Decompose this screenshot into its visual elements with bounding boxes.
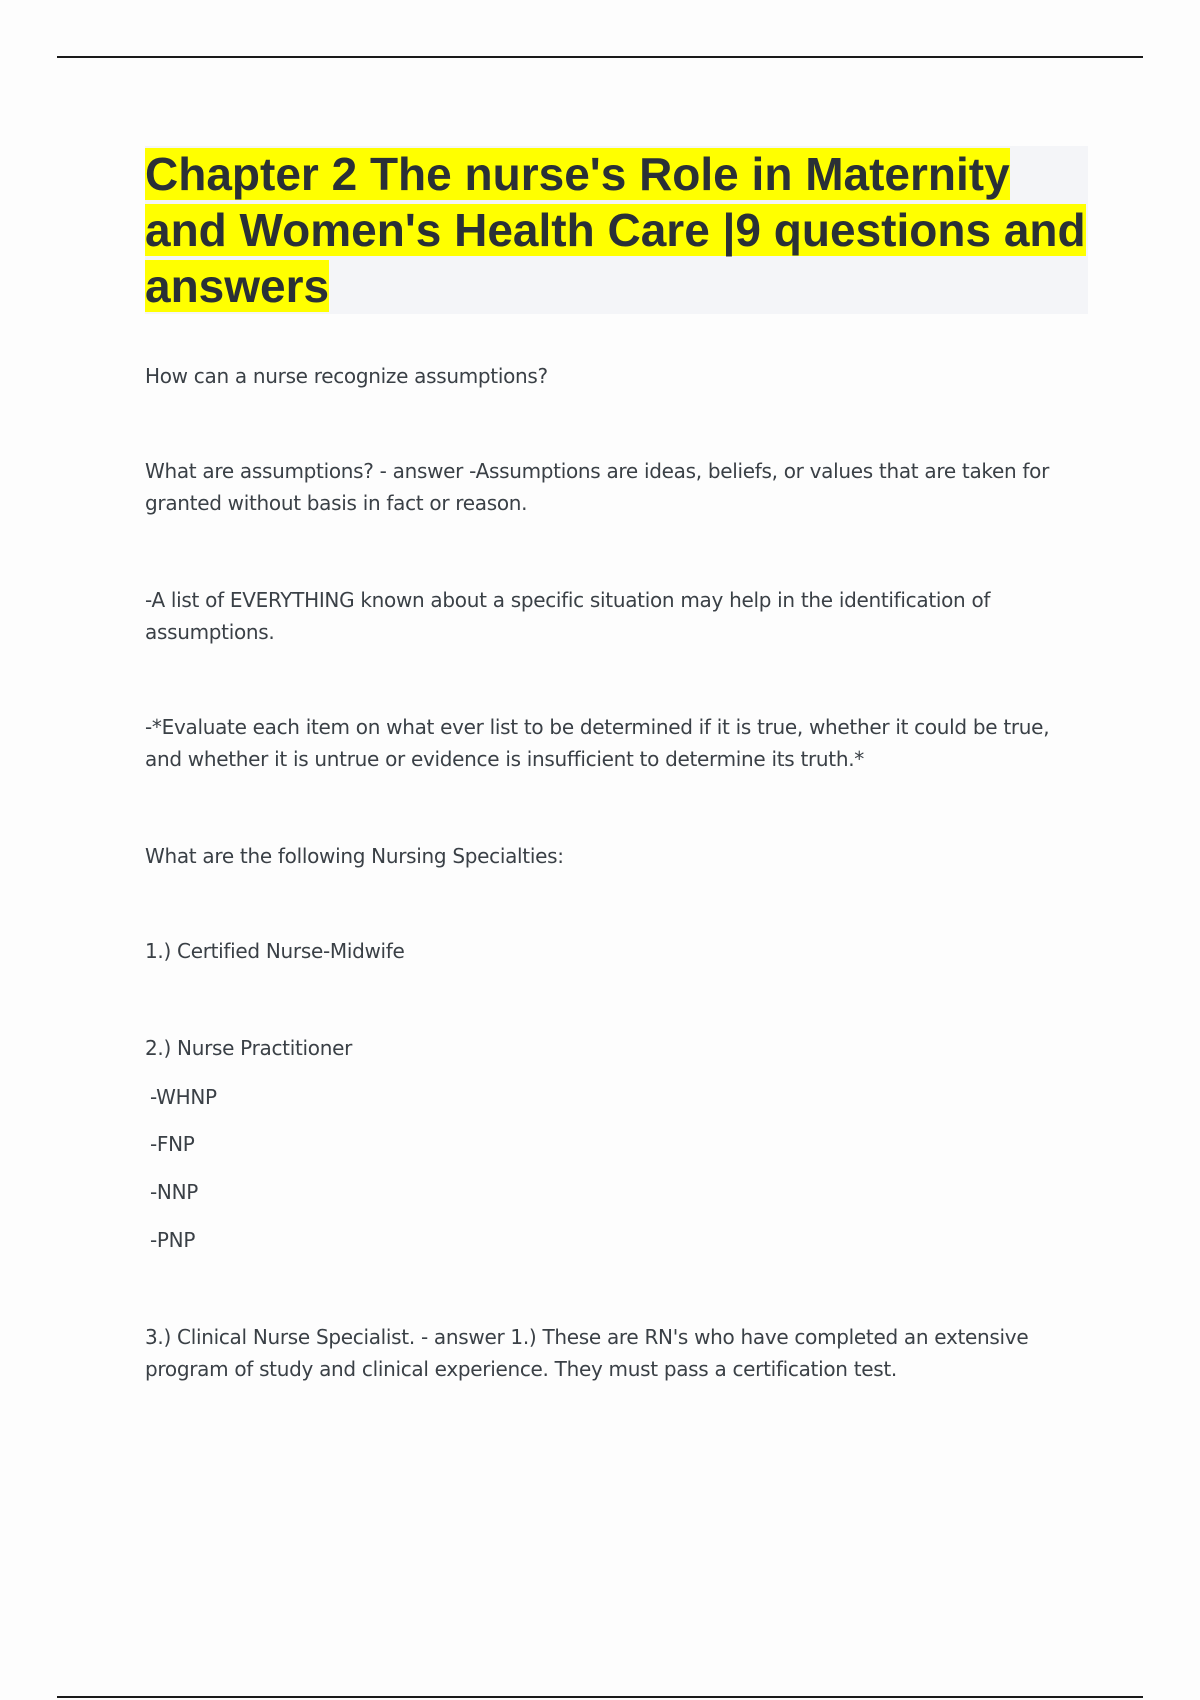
np-subtype-nnp: -NNP (150, 1180, 198, 1204)
np-subtype-whnp: -WHNP (150, 1085, 217, 1109)
title-highlight: Chapter 2 The nurse's Role in Maternity and Women's Health Care |9 questions and answers (145, 148, 1086, 312)
answer-evaluate-each-item: -*Evaluate each item on what ever list to be determined if it is true, whether it could be true, and whether it is untrue or evidence is insufficient to determine its truth.* (145, 715, 1050, 771)
question-what-are-assumptions: What are assumptions? - answer -Assumptions are ideas, beliefs, or values that are taken for granted without basis in fact or reason. (145, 459, 1050, 515)
title-block (145, 146, 1088, 314)
specialty-item-2: 2.) Nurse Practitioner (145, 1036, 353, 1060)
answer-list-everything: -A list of EVERYTHING known about a specific situation may help in the identification of assumptions. (145, 588, 991, 644)
question-nursing-specialties: What are the following Nursing Specialties: (145, 844, 564, 868)
question-recognize-assumptions: How can a nurse recognize assumptions? (145, 364, 548, 388)
np-subtype-fnp: -FNP (150, 1132, 195, 1156)
specialty-item-3-answer: 3.) Clinical Nurse Specialist. - answer 1.) These are RN's who have completed an extensive program of study and clinical experience. They must pass a certification test. (145, 1325, 1029, 1381)
document-title (145, 146, 1088, 314)
top-rule (57, 56, 1143, 58)
specialty-item-1: 1.) Certified Nurse-Midwife (145, 939, 405, 963)
np-subtype-pnp: -PNP (150, 1228, 196, 1252)
bottom-rule (57, 1696, 1143, 1698)
